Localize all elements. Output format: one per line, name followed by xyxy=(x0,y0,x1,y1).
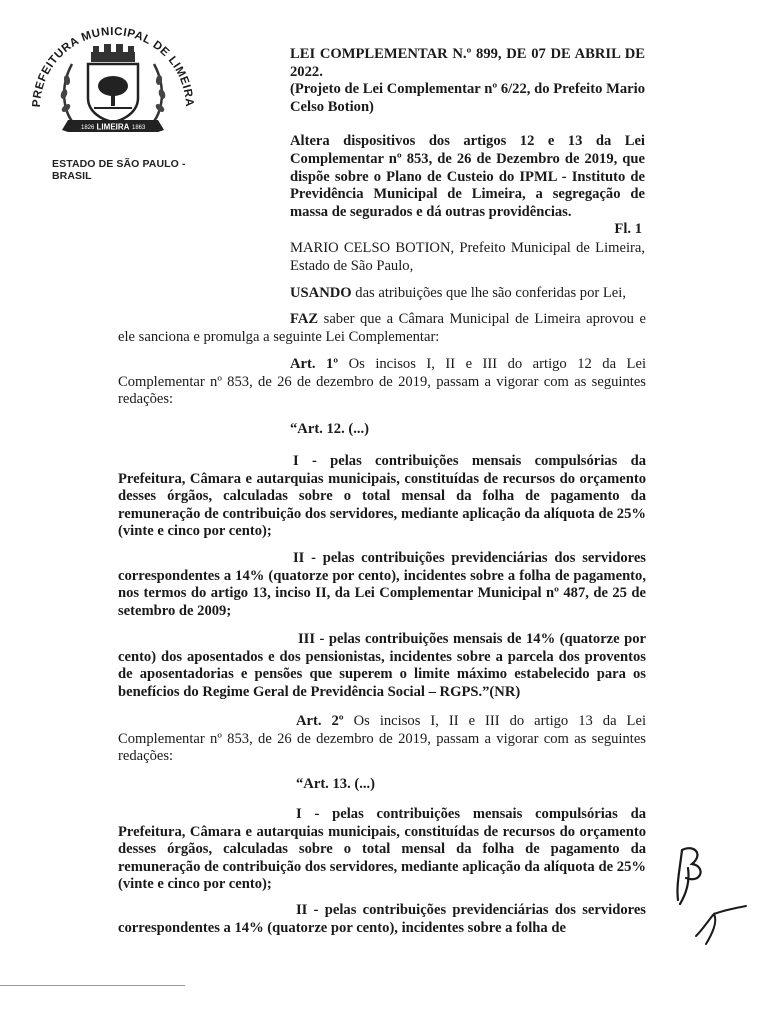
mayor-paragraph xyxy=(290,240,645,275)
article-2-text: Os incisos I, II e III do artigo 13 da Lei Complementar nº 853, de 26 de dezembro de 2019, passam a vigorar com as seguintes redações: xyxy=(118,713,647,765)
faz-paragraph xyxy=(118,311,646,346)
article-1-label: Art. 1º xyxy=(290,356,339,372)
usando-paragraph xyxy=(290,285,650,303)
article-1-text: Os incisos I, II e III do artigo 12 da Lei Complementar nº 853, de 26 de dezembro de 2019, passam a vigorar com as seguintes redações: xyxy=(118,356,647,408)
law-title: LEI COMPLEMENTAR N.º 899, DE 07 DE ABRIL DE 2022. xyxy=(290,46,645,80)
project-reference: (Projeto de Lei Complementar nº 6/22, do Prefeito Mario Celso Botion) xyxy=(290,81,645,115)
article-1 xyxy=(118,356,646,409)
mayor-name: MARIO CELSO BOTION xyxy=(290,240,451,256)
article-13-heading: “Art. 13. (...) xyxy=(296,776,376,792)
article-12-heading: “Art. 12. (...) xyxy=(290,421,370,437)
law-header xyxy=(290,46,645,221)
usando-keyword: USANDO xyxy=(290,285,352,301)
usando-text: das atribuições que lhe são conferidas por Lei, xyxy=(351,285,626,301)
mayor-text: , Prefeito Municipal de Limeira, Estado de São Paulo, xyxy=(290,240,645,274)
article-12-inciso-iii: III - pelas contribuições mensais de 14% (quatorze por cento) dos aposentados e dos pensionistas, incidentes sobre a parcela dos proventos de aposentadorias e pensões que superem o limite máximo estabelecido para os benefícios do Regime Geral de Previdência Social – RGPS.”(NR) xyxy=(118,631,646,700)
article-12-inciso-ii: II - pelas contribuições previdenciárias dos servidores correspondentes a 14% (quatorze por cento), incidentes sobre a folha de pagamento, nos termos do artigo 13, inciso II, da Lei Complementar Municipal nº 487, de 25 de setembro de 2009; xyxy=(118,550,646,619)
law-summary: Altera dispositivos dos artigos 12 e 13 da Lei Complementar nº 853, de 26 de Dezembro de 2019, que dispõe sobre o Plano de Custeio do IPML - Instituto de Previdência Municipal de Limeira, a segregação de massa de segurados e dá outras providências. xyxy=(290,133,645,220)
seal-banner-text: LIMEIRA xyxy=(96,122,130,132)
seal-caption: ESTADO DE SÃO PAULO - BRASIL xyxy=(52,158,186,182)
seal-arc-text: PREFEITURA MUNICIPAL DE LIMEIRA xyxy=(30,25,196,108)
seal-left-year: 1826 xyxy=(81,125,95,131)
initials-signature xyxy=(668,838,718,908)
page-marker: Fl. 1 xyxy=(614,221,642,237)
seal-right-year: 1863 xyxy=(132,125,146,131)
article-13-inciso-i: I - pelas contribuições mensais compulsórias da Prefeitura, Câmara e autarquias municipais, constituídas de recursos do orçamento desses órgãos, calculadas sobre o total mensal da folha de pagamento da remuneração de contribuição dos servidores, mediante aplicação da alíquota de 25% (vinte e cinco por cento); xyxy=(118,806,646,893)
faz-keyword: FAZ xyxy=(290,311,319,327)
coat-of-arms-icon xyxy=(18,8,208,138)
article-13-inciso-ii: II - pelas contribuições previdenciárias dos servidores correspondentes a 14% (quatorze por cento), incidentes sobre a folha de xyxy=(118,902,646,936)
rubric-signature xyxy=(690,900,750,950)
article-12-inciso-i: I - pelas contribuições mensais compulsórias da Prefeitura, Câmara e autarquias municipais, constituídas de recursos do orçamento desses órgãos, calculadas sobre o total mensal da folha de pagamento da remuneração de contribuição dos servidores, mediante aplicação da alíquota de 25% (vinte e cinco por cento); xyxy=(118,453,646,540)
faz-text: saber que a Câmara Municipal de Limeira aprovou e ele sanciona e promulga a seguinte Lei Complementar: xyxy=(118,311,646,345)
footer-rule xyxy=(0,985,185,986)
article-2-label: Art. 2º xyxy=(296,713,344,729)
article-2 xyxy=(118,713,646,766)
municipal-seal xyxy=(18,8,208,182)
